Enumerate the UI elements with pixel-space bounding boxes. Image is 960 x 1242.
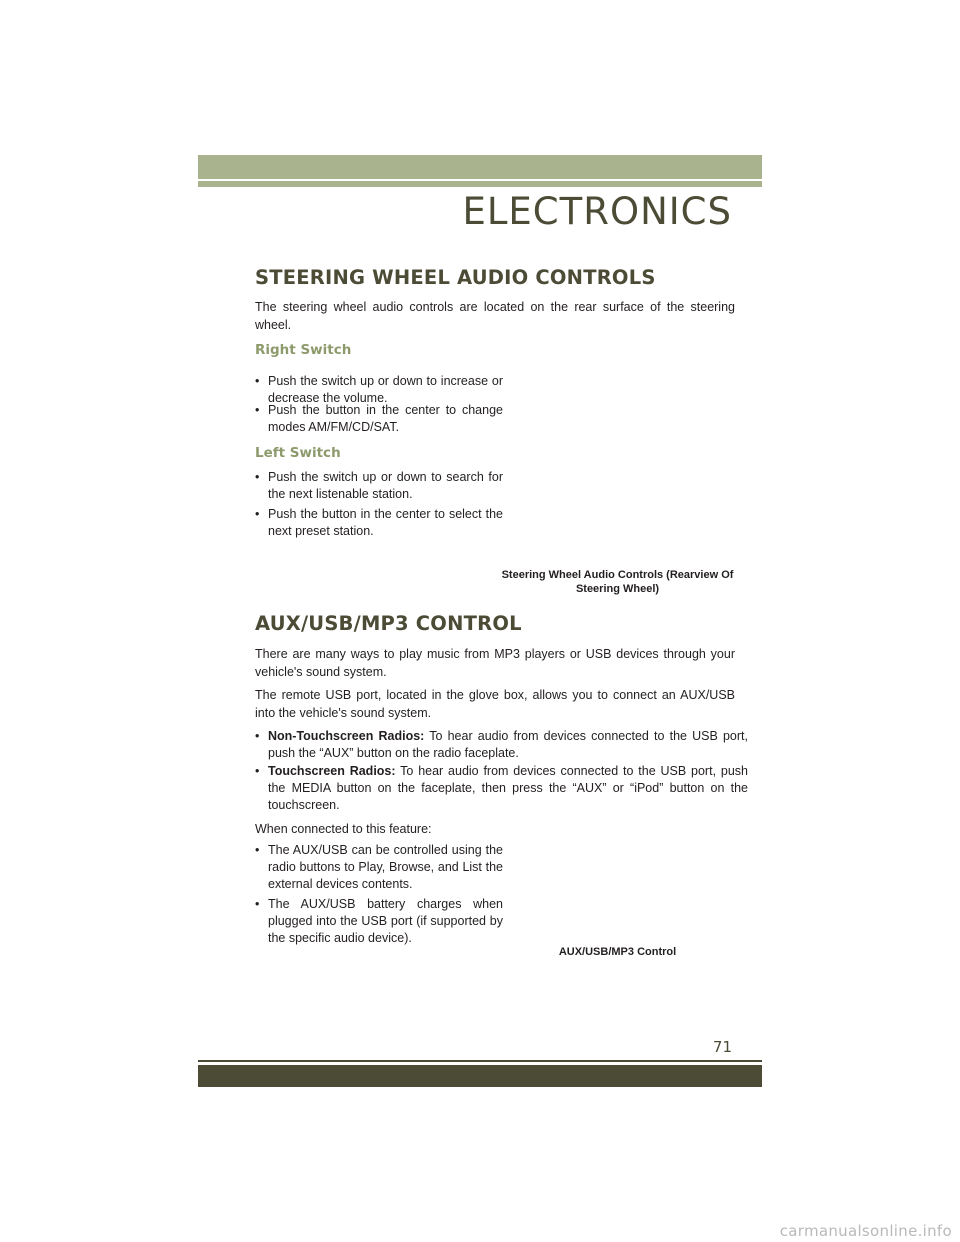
list-item: • Touchscreen Radios: To hear audio from devices connected to the USB port, push the MEDIA button on the faceplate, then press the “AUX” or “iPod” button on the touchscreen. (255, 764, 748, 812)
aux-figure-caption: AUX/USB/MP3 Control (558, 946, 677, 958)
header-band-line (198, 181, 762, 187)
watermark: carmanualsonline.info (779, 1222, 952, 1240)
list-item: • Push the switch up or down to increase or decrease the volume. (255, 374, 503, 405)
list-item: • Push the button in the center to select the next preset station. (255, 507, 503, 538)
footer-band-line (198, 1060, 762, 1062)
left-switch-heading: Left Switch (255, 445, 341, 461)
aux-para-2: The remote USB port, located in the glove box, allows you to connect an AUX/USB into the vehicle's sound system. (255, 688, 735, 720)
list-item: • Non-Touchscreen Radios: To hear audio from devices connected to the USB port, push the “AUX” button on the radio faceplate. (255, 729, 748, 760)
list-item: • Push the button in the center to change modes AM/FM/CD/SAT. (255, 403, 503, 434)
footer-band (198, 1065, 762, 1087)
nontouch-label: Non-Touchscreen Radios: (268, 729, 425, 743)
right-switch-heading: Right Switch (255, 342, 352, 358)
touch-label: Touchscreen Radios: (268, 764, 396, 778)
list-item: • Push the switch up or down to search for the next listenable station. (255, 470, 503, 501)
steering-intro: The steering wheel audio controls are located on the rear surface of the steering wheel. (255, 300, 735, 332)
page-number: 71 (712, 1038, 732, 1056)
steering-controls-heading: STEERING WHEEL AUDIO CONTROLS (255, 266, 656, 289)
header-band (198, 155, 762, 179)
aux-para-1: There are many ways to play music from MP3 players or USB devices through your vehicle's sound system. (255, 647, 735, 679)
list-item: • The AUX/USB battery charges when plugged into the USB port (if supported by the specific audio device). (255, 897, 503, 945)
steering-figure-caption: Steering Wheel Audio Controls (Rearview Of Steering Wheel) (501, 569, 734, 595)
connected-intro: When connected to this feature: (255, 822, 432, 836)
list-item: • The AUX/USB can be controlled using the radio buttons to Play, Browse, and List the external devices contents. (255, 843, 503, 891)
section-title: ELECTRONICS (462, 190, 732, 233)
aux-usb-heading: AUX/USB/MP3 CONTROL (255, 612, 522, 635)
